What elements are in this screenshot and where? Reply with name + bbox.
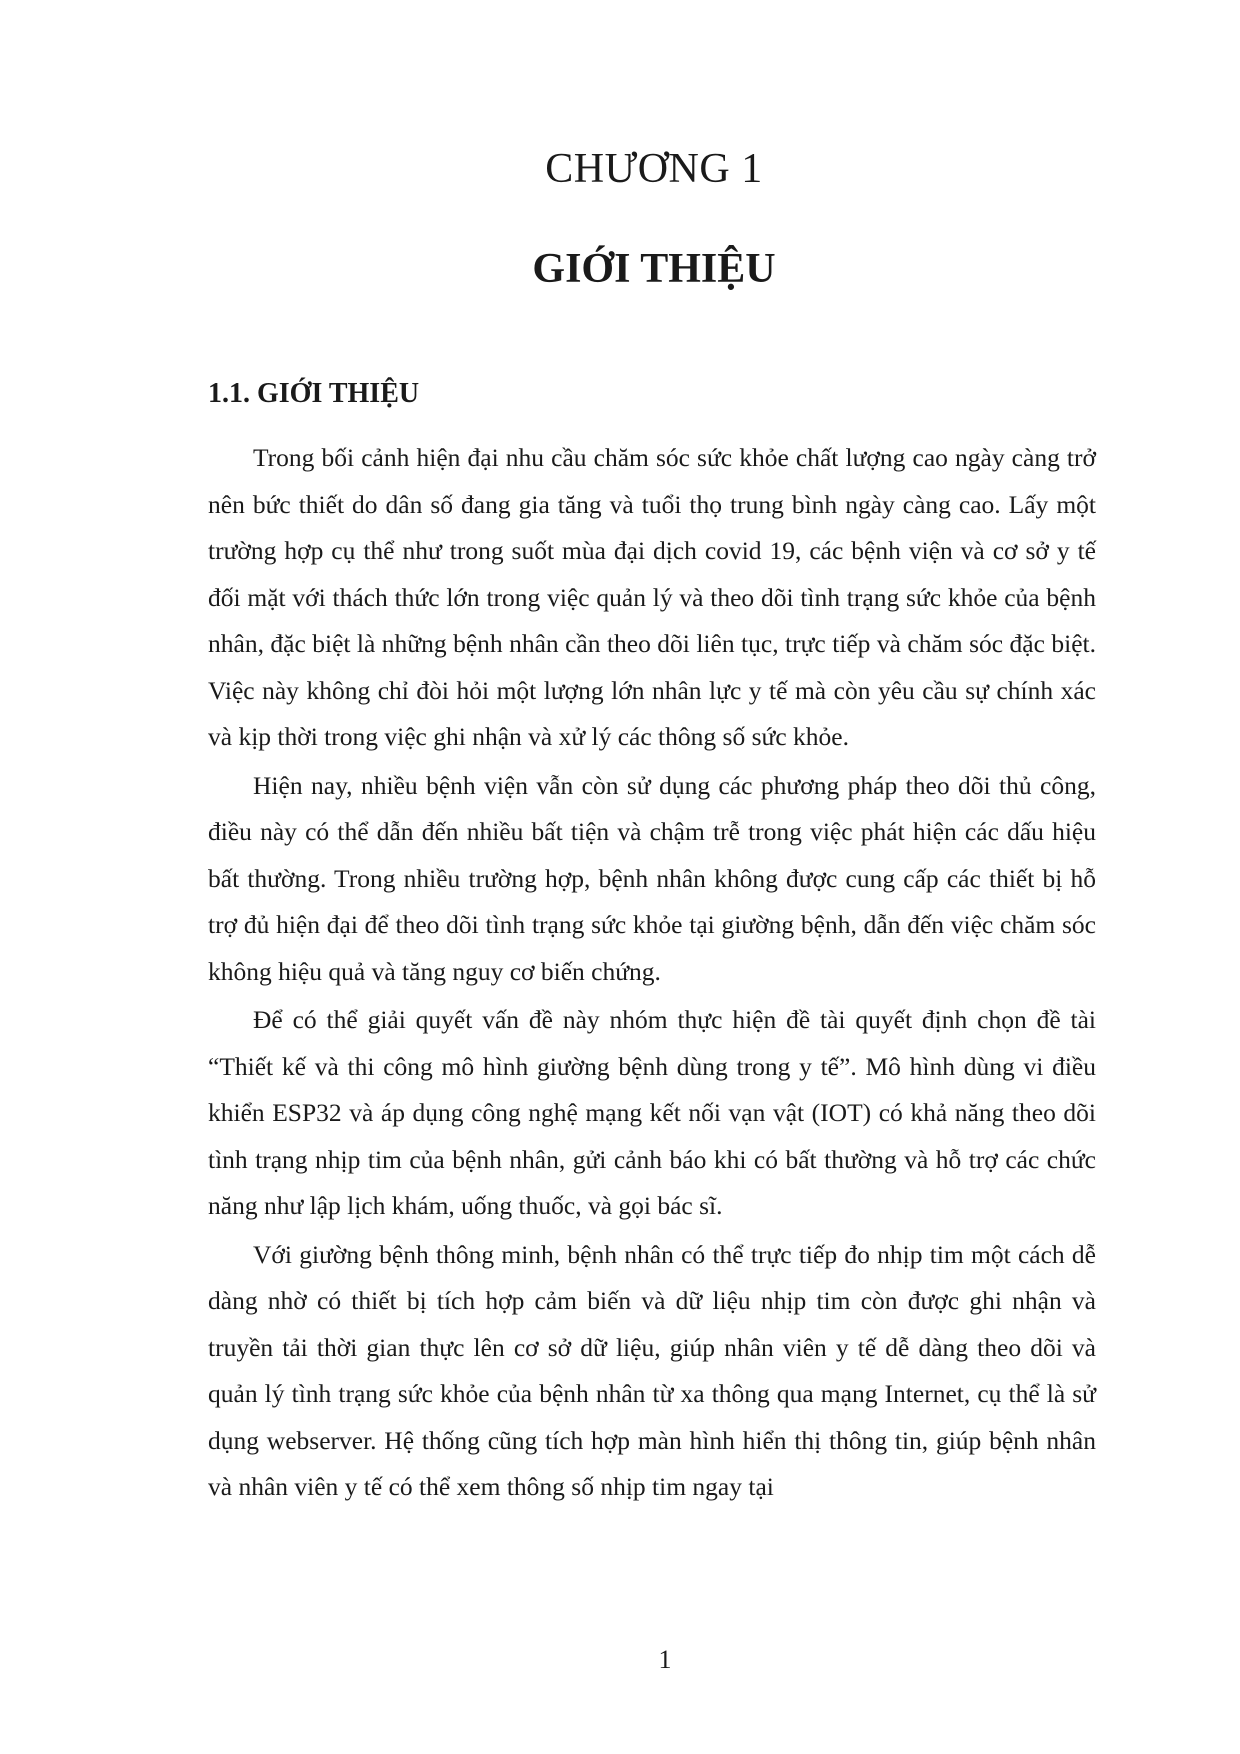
paragraph: Hiện nay, nhiều bệnh viện vẫn còn sử dụng các phương pháp theo dõi thủ công, điều này có thể dẫn đến nhiều bất tiện và chậm trễ trong việc phát hiện các dấu hiệu bất thường. Trong nhiều trường hợp, bệnh nhân không được cung cấp các thiết bị hỗ trợ đủ hiện đại để theo dõi tình trạng sức khỏe tại giường bệnh, dẫn đến việc chăm sóc không hiệu quả và tăng nguy cơ biến chứng. [208, 770, 1096, 986]
paragraph: Với giường bệnh thông minh, bệnh nhân có thể trực tiếp đo nhịp tim một cách dễ dàng nhờ có thiết bị tích hợp cảm biến và dữ liệu nhịp tim còn được ghi nhận và truyền tải thời gian thực lên cơ sở dữ liệu, giúp nhân viên y tế dễ dàng theo dõi và quản lý tình trạng sức khỏe của bệnh nhân từ xa thông qua mạng Internet, cụ thể là sử dụng webserver. Hệ thống cũng tích hợp màn hình hiển thị thông tin, giúp bệnh nhân và nhân viên y tế có thể xem thông số nhịp tim ngay tại [208, 1239, 1096, 1501]
chapter-number: CHƯƠNG 1 [545, 146, 763, 192]
paragraph: Để có thể giải quyết vấn đề này nhóm thực hiện đề tài quyết định chọn đề tài “Thiết kế và thi công mô hình giường bệnh dùng trong y tế”. Mô hình dùng vi điều khiển ESP32 và áp dụng công nghệ mạng kết nối vạn vật (IOT) có khả năng theo dõi tình trạng nhịp tim của bệnh nhân, gửi cảnh báo khi có bất thường và hỗ trợ các chức năng như lập lịch khám, uống thuốc, và gọi bác sĩ. [208, 1005, 1096, 1220]
paragraph: Trong bối cảnh hiện đại nhu cầu chăm sóc sức khỏe chất lượng cao ngày càng trở nên bức thiết do dân số đang gia tăng và tuổi thọ trung bình ngày càng cao. Lấy một trường hợp cụ thể như trong suốt mùa đại dịch covid 19, các bệnh viện và cơ sở y tế đối mặt với thách thức lớn trong việc quản lý và theo dõi tình trạng sức khỏe của bệnh nhân, đặc biệt là những bệnh nhân cần theo dõi liên tục, trực tiếp và chăm sóc đặc biệt. Việc này không chỉ đòi hỏi một lượng lớn nhân lực y tế mà còn yêu cầu sự chính xác và kịp thời trong việc ghi nhận và xử lý các thông số sức khỏe. [208, 443, 1096, 751]
chapter-title: GIỚI THIỆU [532, 246, 776, 292]
page-number: 1 [658, 1645, 672, 1674]
body-text [208, 435, 1096, 1511]
section-heading: 1.1. GIỚI THIỆU [208, 378, 420, 409]
